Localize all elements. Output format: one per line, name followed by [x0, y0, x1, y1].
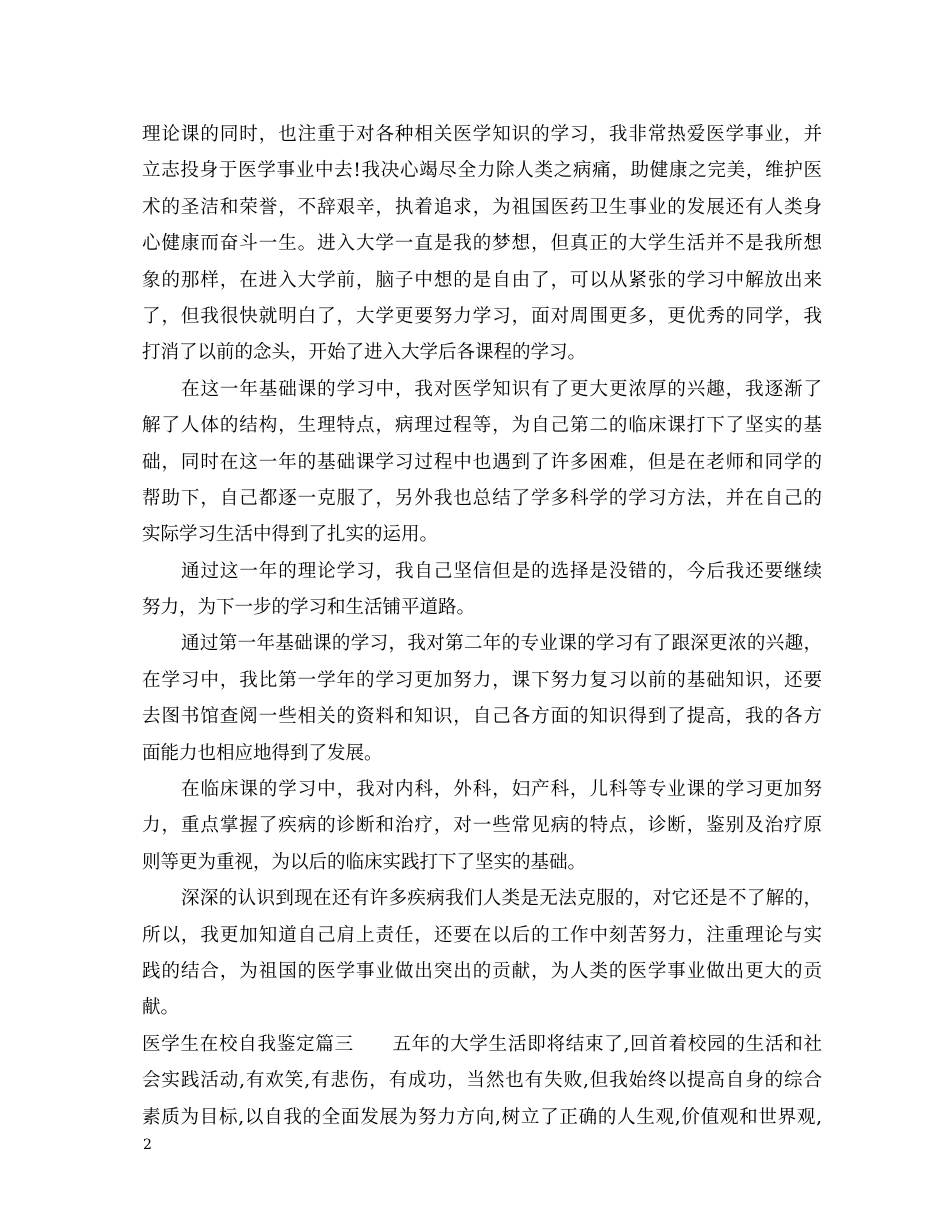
text-line: 术的圣洁和荣誉，不辞艰辛，执着追求，为祖国医药卫生事业的发展还有人类身	[142, 196, 822, 218]
page-number: 2	[143, 1137, 152, 1153]
text-line: 通过第一年基础课的学习，我对第二年的专业课的学习有了跟深更浓的兴趣，	[181, 633, 822, 655]
text-line: 所以，我更加知道自己肩上责任，还要在以后的工作中刻苦努力，注重理论与实	[142, 924, 822, 946]
text-line: 帮助下，自己都逐一克服了，另外我也总结了学多科学的学习方法，并在自己的	[142, 487, 822, 509]
text-line: 立志投身于医学事业中去!我决心竭尽全力除人类之病痛，助健康之完美，维护医	[142, 160, 822, 182]
text-line: 在学习中，我比第一学年的学习更加努力，课下努力复习以前的基础知识，还要	[142, 669, 822, 691]
document-body	[142, 117, 822, 1136]
text-line: 深深的认识到现在还有许多疾病我们人类是无法克服的，对它还是不了解的，	[181, 888, 822, 910]
text-line: 理论课的同时，也注重于对各种相关医学知识的学习，我非常热爱医学事业，并	[142, 124, 822, 145]
text-line: 践的结合，为祖国的医学事业做出突出的贡献，为人类的医学事业做出更大的贡	[142, 960, 822, 982]
text-line: 素质为目标,以自我的全面发展为努力方向,树立了正确的人生观,价值观和世界观,	[142, 1106, 822, 1128]
text-line: 础，同时在这一年的基础课学习过程中也遇到了许多困难，但是在老师和同学的	[142, 451, 822, 473]
text-line: 了，但我很快就明白了，大学更要努力学习，面对周围更多，更优秀的同学，我	[142, 305, 822, 327]
text-line: 在这一年基础课的学习中，我对医学知识有了更大更浓厚的兴趣，我逐渐了	[181, 378, 822, 400]
text-line: 解了人体的结构，生理特点，病理过程等，为自己第二的临床课打下了坚实的基	[142, 415, 822, 437]
text-line: 在临床课的学习中，我对内科，外科，妇产科，儿科等专业课的学习更加努	[181, 779, 822, 801]
text-line: 医学生在校自我鉴定篇三 五年的大学生活即将结束了,回首着校园的生活和社	[142, 1033, 822, 1055]
text-line: 会实践活动,有欢笑,有悲伤，有成功，当然也有失败,但我始终以提高自身的综合	[142, 1070, 822, 1092]
text-line: 则等更为重视，为以后的临床实践打下了坚实的基础。	[142, 851, 587, 873]
text-line: 面能力也相应地得到了发展。	[142, 742, 383, 764]
text-line: 献。	[142, 997, 180, 1019]
text-line: 心健康而奋斗一生。进入大学一直是我的梦想，但真正的大学生活并不是我所想	[142, 233, 822, 255]
text-line: 努力，为下一步的学习和生活铺平道路。	[142, 597, 476, 619]
text-line: 通过这一年的理论学习，我自己坚信但是的选择是没错的，今后我还要继续	[181, 560, 822, 582]
text-line: 象的那样，在进入大学前，脑子中想的是自由了，可以从紧张的学习中解放出来	[142, 269, 822, 291]
text-line: 力，重点掌握了疾病的诊断和治疗，对一些常见病的特点，诊断，鉴别及治疗原	[142, 815, 822, 837]
text-line: 去图书馆查阅一些相关的资料和知识，自己各方面的知识得到了提高，我的各方	[142, 706, 822, 728]
text-line: 打消了以前的念头，开始了进入大学后各课程的学习。	[142, 342, 587, 364]
text-line: 实际学习生活中得到了扎实的运用。	[142, 524, 439, 546]
